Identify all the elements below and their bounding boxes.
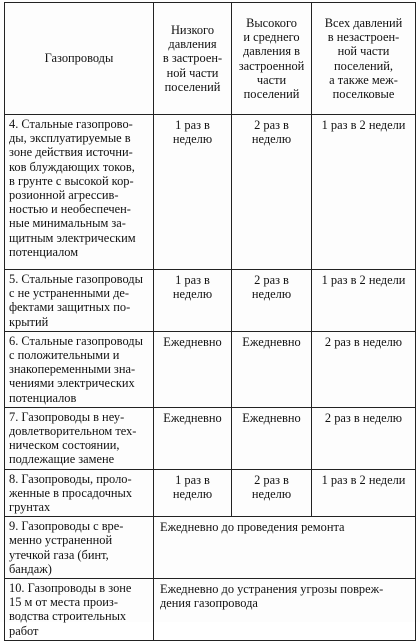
text-line: довлетворительном тех- bbox=[9, 424, 137, 439]
text-line: в застроен- bbox=[162, 51, 223, 66]
text-line: неделю bbox=[172, 486, 213, 501]
header-all-pressures bbox=[312, 3, 416, 115]
text-line: Ежедневно bbox=[242, 334, 301, 349]
text-line: 2 раз в bbox=[254, 273, 289, 287]
text-line: 1 раз в 2 недели bbox=[321, 118, 406, 132]
text-line: в грунте с высокой кор- bbox=[9, 173, 134, 188]
text-line: с не устраненными де- bbox=[9, 286, 129, 301]
text-line: ды, эксплуатируемые в bbox=[9, 131, 131, 146]
text-line: поселений, bbox=[334, 58, 393, 73]
text-line: зоне действия источни- bbox=[9, 145, 133, 160]
text-line: Ежедневно bbox=[163, 410, 222, 425]
text-line: ностью и необеспечен- bbox=[9, 202, 131, 217]
text-line: ков блуждающих токов, bbox=[9, 159, 135, 174]
cell-all-pressures bbox=[312, 469, 416, 517]
text-line: поселковые bbox=[332, 86, 395, 101]
text-line: ной части bbox=[166, 65, 219, 80]
text-line: 10. Газопроводы в зоне bbox=[9, 581, 132, 596]
text-line: и среднего bbox=[243, 30, 300, 45]
text-line: давления в bbox=[242, 44, 301, 59]
cell-high-pressure bbox=[232, 331, 312, 407]
cell-low-pressure bbox=[154, 469, 232, 517]
cell-all-pressures bbox=[312, 331, 416, 407]
text-line: 7. Газопроводы в неу- bbox=[9, 409, 125, 424]
text-line: Ежедневно bbox=[242, 410, 301, 425]
cell-all-pressures bbox=[312, 270, 416, 332]
text-line: Низкого bbox=[170, 22, 215, 37]
text-line: неделю bbox=[251, 486, 292, 501]
text-line: женные в просадочных bbox=[9, 485, 133, 500]
cell-merged-schedule bbox=[154, 579, 416, 641]
text-line: Всех давлений bbox=[324, 15, 403, 30]
row-label bbox=[5, 407, 154, 469]
text-line: ническом состоянии, bbox=[9, 438, 120, 453]
cell-low-pressure bbox=[154, 407, 232, 469]
row-label bbox=[5, 469, 154, 517]
cell-merged-schedule bbox=[154, 517, 416, 579]
cell-high-pressure bbox=[232, 270, 312, 332]
text-line: неделю bbox=[251, 132, 292, 147]
row-label bbox=[5, 579, 154, 641]
row-label bbox=[5, 331, 154, 407]
cell-all-pressures bbox=[312, 407, 416, 469]
text-line: бандаж) bbox=[9, 561, 52, 576]
text-line: 6. Стальные газопроводы bbox=[9, 333, 143, 348]
text-line: 1 раз в bbox=[175, 118, 210, 132]
table-row bbox=[5, 407, 416, 469]
text-line: фектами защитных по- bbox=[9, 300, 131, 315]
table-row bbox=[5, 115, 416, 270]
table-row bbox=[5, 579, 416, 641]
row-label bbox=[5, 270, 154, 332]
text-line: с положительными и bbox=[9, 348, 120, 363]
text-line: поселений bbox=[243, 86, 300, 101]
text-line: 8. Газопроводы, проло- bbox=[9, 471, 132, 486]
text-line: 2 раз в bbox=[254, 118, 289, 132]
text-line: водства строительных bbox=[9, 609, 127, 624]
gas-pipeline-inspection-table bbox=[4, 2, 416, 641]
text-line: Высокого bbox=[246, 15, 297, 30]
table-header-row bbox=[5, 3, 416, 115]
text-line: потенциалов bbox=[9, 390, 77, 405]
text-line: неделю bbox=[172, 287, 213, 302]
text-line: ной части bbox=[337, 44, 390, 59]
text-line: Ежедневно до устранения угрозы повреж- bbox=[160, 582, 384, 597]
text-line: менно устраненной bbox=[9, 533, 113, 548]
text-line: в незастроен- bbox=[327, 30, 400, 45]
table-row bbox=[5, 270, 416, 332]
text-line: 1 раз в 2 недели bbox=[321, 273, 406, 287]
header-low-pressure bbox=[154, 3, 232, 115]
text-line: давления bbox=[168, 37, 217, 52]
text-line: чениями электрических bbox=[9, 376, 135, 391]
cell-high-pressure bbox=[232, 407, 312, 469]
table-row bbox=[5, 517, 416, 579]
cell-all-pressures bbox=[312, 115, 416, 270]
text-line: 4. Стальные газопрово- bbox=[9, 117, 133, 131]
text-line: Газопроводы bbox=[44, 51, 114, 66]
text-line: застроенной bbox=[238, 58, 305, 73]
text-line: 1 раз в bbox=[175, 472, 210, 487]
text-line: 2 раз в неделю bbox=[324, 410, 403, 425]
header-high-medium-pressure bbox=[232, 3, 312, 115]
text-line: знакопеременными зна- bbox=[9, 362, 136, 377]
text-line: работ bbox=[9, 623, 39, 638]
text-line: 15 м от места произ- bbox=[9, 595, 118, 610]
text-line: части bbox=[256, 72, 287, 87]
cell-high-pressure bbox=[232, 469, 312, 517]
text-line: а также меж- bbox=[329, 72, 398, 87]
text-line: поселений bbox=[164, 79, 221, 94]
table-row bbox=[5, 469, 416, 517]
row-label bbox=[5, 115, 154, 270]
text-line: утечкой газа (бинт, bbox=[9, 547, 109, 562]
cell-low-pressure bbox=[154, 115, 232, 270]
cell-low-pressure bbox=[154, 270, 232, 332]
text-line: грунтах bbox=[9, 500, 51, 515]
text-line: неделю bbox=[251, 287, 292, 302]
text-line: 2 раз в неделю bbox=[324, 334, 403, 349]
text-line: 9. Газопроводы с вре- bbox=[9, 519, 124, 534]
text-line: 1 раз в bbox=[175, 273, 210, 287]
cell-high-pressure bbox=[232, 115, 312, 270]
text-line: потенциалом bbox=[9, 244, 79, 259]
row-label bbox=[5, 517, 154, 579]
text-line: розионной агрессив- bbox=[9, 188, 119, 203]
table-row bbox=[5, 331, 416, 407]
header-pipelines bbox=[5, 3, 154, 115]
text-line: подлежащие замене bbox=[9, 452, 115, 467]
text-line: щитным электрическим bbox=[9, 230, 136, 245]
text-line: крытий bbox=[9, 314, 49, 329]
text-line: ные минимальным за- bbox=[9, 216, 126, 231]
text-line: 2 раз в bbox=[254, 472, 289, 487]
text-line: 5. Стальные газопроводы bbox=[9, 272, 143, 286]
text-line: дения газопровода bbox=[160, 596, 258, 611]
text-line: Ежедневно до проведения ремонта bbox=[160, 520, 345, 535]
text-line: Ежедневно bbox=[163, 334, 222, 349]
cell-low-pressure bbox=[154, 331, 232, 407]
text-line: неделю bbox=[172, 132, 213, 147]
text-line: 1 раз в 2 недели bbox=[321, 472, 406, 487]
